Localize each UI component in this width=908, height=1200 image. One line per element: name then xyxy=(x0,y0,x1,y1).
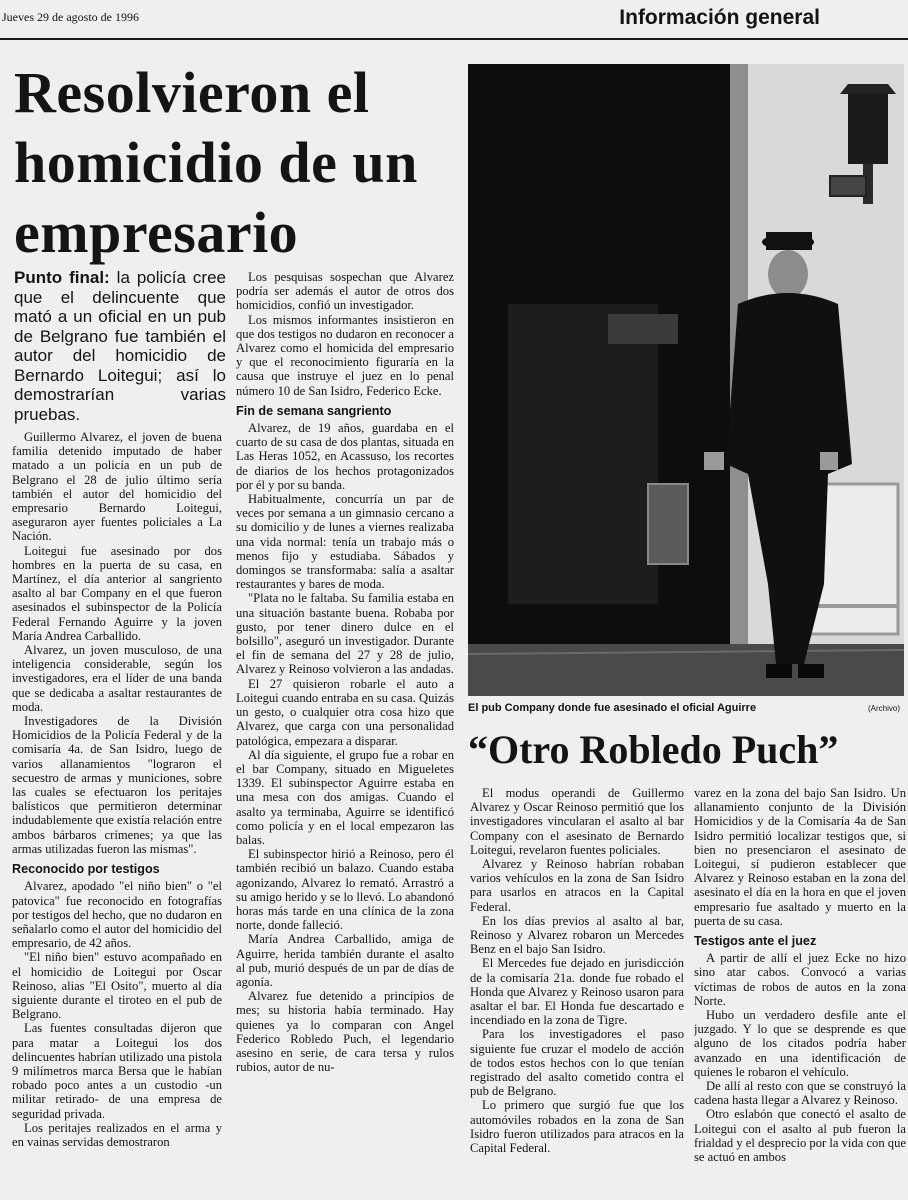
column-3 xyxy=(470,786,684,1200)
paragraph: Para los investigadores el paso siguiente fue cruzar el modelo de acción de todos estos hechos con lo que tenían registrado del asalto cometido contra el pub de Belgrano. xyxy=(470,1027,684,1099)
lede-kicker: Punto final: xyxy=(14,268,110,287)
paragraph: María Andrea Carballido, amiga de Aguirre, herida también durante el asalto al pub, murió después de un par de días de agonía. xyxy=(236,932,454,989)
paragraph: Las fuentes consultadas dijeron que para matar a Loitegui los dos delincuentes habrían utilizado una pistola 9 milímetros marca Bersa que le habían robado poco antes a un custodio -un militar retirado- de una empresa de seguridad privada. xyxy=(12,1021,222,1121)
issue-date: Jueves 29 de agosto de 1996 xyxy=(2,10,139,24)
paragraph: Alvarez, de 19 años, guardaba en el cuarto de su casa de dos plantas, situada en Las Heras 1052, en Acassuso, los recortes de diarios de los hechos protagonizados por él y por su banda. xyxy=(236,421,454,492)
column-4 xyxy=(694,786,906,1200)
article-lede xyxy=(14,268,226,424)
paragraph: "El niño bien" estuvo acompañado en el homicidio de Loitegui por Oscar Reinoso, alias "El Osito", muerto al día siguiente durante el tiroteo en el pub de Belgrano. xyxy=(12,950,222,1022)
column-subhead: Reconocido por testigos xyxy=(12,862,160,877)
paragraph: Investigadores de la División Homicidios de la Policía Federal y de la comisaría 4a. de San Isidro, luego de varios allanamientos "lograron el secuestro de armas y municiones, sobre las cuales se efectuaron los peritajes balísticos que permitieron determinar indudablemente que existía relación entre ambos bárbaros crímenes; ya que las armas utilizadas fueron las mismas". xyxy=(12,714,222,856)
paragraph: El 27 quisieron robarle el auto a Loitegui cuando entraba en su casa. Quizás un gesto, o cualquier otra cosa hizo que Alvarez, que carga con una personalidad patológica, empezara a disparar. xyxy=(236,676,454,748)
paragraph: A partir de allí el juez Ecke no hizo sino atar cabos. Convocó a varias víctimas de robos de autos en la zona Norte. xyxy=(694,951,906,1008)
pub-entrance-photo xyxy=(468,64,904,696)
column-1 xyxy=(12,430,222,1200)
photo-credit: (Archivo) xyxy=(867,704,900,713)
sidebar-headline: “Otro Robledo Puch” xyxy=(468,727,839,772)
paragraph: Hubo un verdadero desfile ante el juzgado. Y lo que se desprende es que alguno de los citados podría haber avanzado en una identificación de quienes le robaron el vehículo. xyxy=(694,1008,906,1079)
paragraph: Los mismos informantes insistieron en que dos testigos no dudaron en reconocer a Alvarez como el homicida del empresario y que el reconocimiento figuraría en la causa que instruye el juez en lo penal número 10 de San Isidro, Federico Ecke. xyxy=(236,312,454,398)
paragraph: Lo primero que surgió fue que los automóviles robados en la zona de San Isidro fueron utilizados para atracos en la Capital Federal. xyxy=(470,1098,684,1156)
caption-text: El pub Company donde fue asesinado el oficial Aguirre xyxy=(468,702,757,714)
paragraph: Alvarez fue detenido a principios de mes; su historia había terminado. Hay quienes ya lo comparan con Angel Federico Robledo Puch, el legendario asesino en serie, de cara tersa y rulos rubios, autor de nu- xyxy=(236,989,454,1075)
photo-caption xyxy=(468,702,904,718)
paragraph: Otro eslabón que conectó el asalto de Loitegui con el asalto al pub fueron la frialdad y el desprecio por la vida con que se actuó en ambos xyxy=(694,1107,906,1165)
paragraph: El modus operandi de Guillermo Alvarez y Oscar Reinoso permitió que los investigadores vincularan el asalto al bar Company con el asesinato de Bernardo Loitegui, revelaron fuentes policiales. xyxy=(470,786,684,857)
column-subhead: Testigos ante el juez xyxy=(694,934,817,949)
paragraph: En los días previos al asalto al bar, Reinoso y Alvarez robaron un Mercedes Benz en el bajo San Isidro. xyxy=(470,913,684,957)
paragraph: El subinspector hirió a Reinoso, pero él también recibió un balazo. Cuando estaba agonizando, Alvarez lo remató. Arrastró a su amigo herido y se lo llevó. Lo abandonó horas más tarde en una clínica de la zona norte, donde falleció. xyxy=(236,847,454,933)
paragraph: Guillermo Alvarez, el joven de buena familia detenido imputado de haber matado a un policía en un pub de Belgrano el 28 de julio último sería también el autor del homicidio del empresario Bernardo Loitegui, aseguraron ayer fuentes policiales a La Nación. xyxy=(12,430,222,544)
paragraph: Los peritajes realizados en el arma y en vainas servidas demostraron xyxy=(12,1120,222,1149)
paragraph: varez en la zona del bajo San Isidro. Un allanamiento conjunto de la División Homicidios y de la Comisaría 4a de San Isidro permitió localizar testigos que, si bien no presenciaron el asesinato de Loitegui, sí pudieron establecer que Alvarez y Reinoso estaban en la zona del asesinato el día en la hora en que el joven empresario fue asaltado y muerto en la puerta de su casa. xyxy=(694,786,906,928)
paragraph: Habitualmente, concurría un par de veces por semana a un gimnasio cercano a su domicilio y de lunes a viernes realizaba una vida normal: tenía un trabajo más o menos fijo y estudiaba. Sábados y domingos se transformaba: salía a asaltar restaurantes y bares de moda. xyxy=(236,492,454,592)
article-headline: Resolvieron el homicidio de un empresario xyxy=(14,60,418,265)
paragraph: De allí al resto con que se construyó la cadena hasta llegar a Alvarez y Reinoso. xyxy=(694,1079,906,1108)
page-header xyxy=(0,0,908,40)
column-subhead: Fin de semana sangriento xyxy=(236,403,392,418)
paragraph: Loitegui fue asesinado por dos hombres en la puerta de su casa, en Martínez, el día anterior al sangriento asalto al bar Company en el que fueron asesinados el subinspector de la Policía Federal Fernando Aguirre y la joven María Andrea Carballido. xyxy=(12,543,222,643)
paragraph: Alvarez, un joven musculoso, de una inteligencia considerable, según los investigadores, era el líder de una banda que se dedicaba a asaltar restaurantes de moda. xyxy=(12,643,222,714)
paragraph: Alvarez, apodado "el niño bien" o "el patovica" fue reconocido en fotografías por testigos del hecho, que no dudaron en señalarlo como el autor del homicidio del empresario, de 42 años. xyxy=(12,879,222,951)
column-2 xyxy=(236,270,454,1200)
paragraph: El Mercedes fue dejado en jurisdicción de la comisaría 21a. donde fue robado el Honda que Alvarez y Reinoso usaron para asaltar el bar. El Honda fue descartado e incendiado en la zona de Tigre. xyxy=(470,956,684,1028)
section-title: Información general xyxy=(619,6,820,29)
news-photo xyxy=(468,64,904,696)
paragraph: Alvarez y Reinoso habrían robaban varios vehículos en la zona de San Isidro para usarlos en atracos en la Capital Federal. xyxy=(470,857,684,914)
paragraph: "Plata no le faltaba. Su familia estaba en una situación bastante buena. Robaba por gusto, por tener dinero dulce en el bolsillo", aseguró un investigador. Durante el fin de semana del 27 y 28 de julio, Alvarez y Reinoso volvieron a las andadas. xyxy=(236,591,454,677)
lede-text: la policía cree que el delincuente que mató a un oficial en un pub de Belgrano fue también el autor del homicidio de Bernardo Loitegui; así lo demostrarían varias pruebas. xyxy=(14,268,226,424)
paragraph: Los pesquisas sospechan que Alvarez podría ser además el autor de otros dos homicidios, confió un investigador. xyxy=(236,270,454,313)
paragraph: Al día siguiente, el grupo fue a robar en el bar Company, situado en Migueletes 1339. El subinspector Aguirre estaba en una mesa con dos amigas. Cuando el asalto ya terminaba, Aguirre se identificó como policía y en el local empezaron las balas. xyxy=(236,747,454,847)
